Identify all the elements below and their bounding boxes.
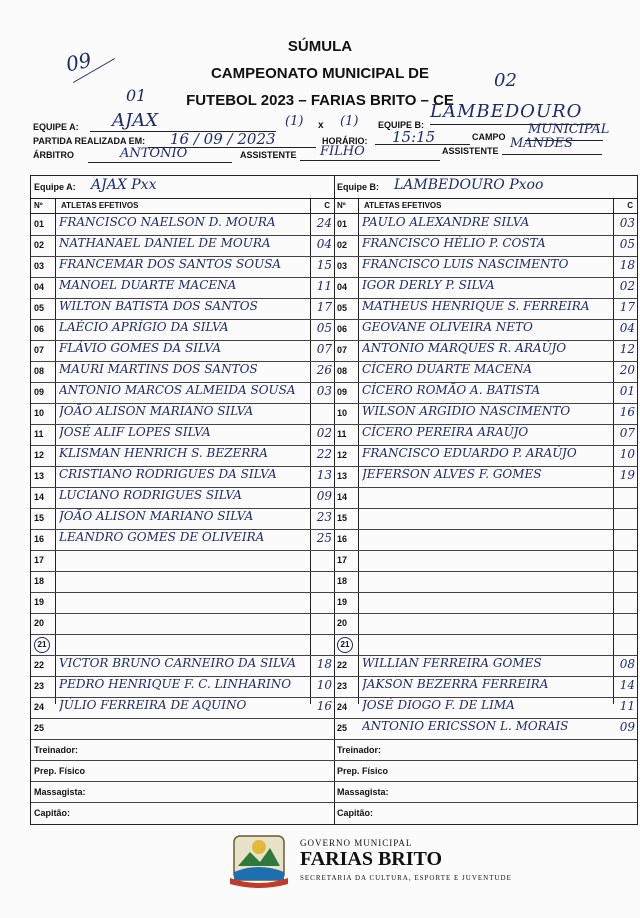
team-a-player-row [31, 508, 334, 530]
col-c-header: C [627, 201, 633, 210]
team-b-player-row [334, 340, 637, 362]
player-name: GEOVANE OLIVEIRA NETO [362, 320, 533, 334]
player-name: LAÉCIO APRÍGIO DA SILVA [59, 320, 229, 334]
player-number: 10 [34, 408, 45, 418]
player-number: 20 [34, 618, 45, 628]
team-a-player-row [31, 571, 334, 593]
shirt-number: 09 [316, 489, 332, 503]
assistant-1-label: ASSISTENTE [240, 150, 297, 160]
player-number: 22 [337, 660, 348, 670]
team-b-value: LAMBEDOURO [430, 101, 583, 122]
player-number: 03 [337, 261, 348, 271]
team-a-player-row [31, 487, 334, 509]
player-name: FRANCISCO EDUARDO P. ARAÚJO [362, 446, 577, 460]
team-a-player-row [31, 235, 334, 257]
player-number: 11 [34, 429, 44, 439]
players-table [30, 175, 638, 825]
team-a-staff-row [31, 760, 334, 782]
staff-label: Massagista: [34, 787, 86, 797]
team-a-player-row [31, 655, 334, 677]
field-value: MUNICIPAL [528, 122, 610, 137]
championship-line-2: FUTEBOL 2023 – FARIAS BRITO – CE [186, 92, 454, 109]
player-number: 24 [337, 702, 348, 712]
player-number: 19 [337, 597, 348, 607]
shirt-number: 25 [316, 531, 332, 545]
player-number: 09 [337, 387, 348, 397]
team-a-staff-row [31, 781, 334, 803]
player-name: FRANCEMAR DOS SANTOS SOUSA [59, 257, 282, 271]
team-a-header-value: AJAX Pxx [91, 177, 157, 193]
referee-line [88, 162, 232, 163]
gov-line: GOVERNO MUNICIPAL [300, 838, 413, 848]
team-a-player-row [31, 676, 334, 698]
player-name: CÍCERO DUARTE MACENA [362, 362, 533, 376]
team-b-player-row [334, 613, 637, 635]
col-players-header: ATLETAS EFETIVOS [364, 201, 442, 210]
circled-number: 21 [34, 637, 50, 653]
shirt-number: 16 [316, 699, 332, 713]
col-number-header: Nº [337, 201, 346, 210]
date-value: 16 / 09 / 2023 [170, 130, 276, 148]
team-b-player-row [334, 487, 637, 509]
player-name: JOSÉ ALIF LOPES SILVA [59, 425, 211, 439]
team-a-player-row [31, 634, 334, 656]
team-b-player-row [334, 214, 637, 236]
team-a-label: EQUIPE A: [33, 122, 79, 132]
team-a-player-row [31, 718, 334, 740]
team-b-player-row [334, 445, 637, 467]
shirt-number: 22 [316, 447, 332, 461]
shirt-number: 04 [316, 237, 332, 251]
dept-line: SECRETARIA DA CULTURA, ESPORTE E JUVENTUDE [300, 874, 512, 882]
team-b-player-row [334, 424, 637, 446]
shirt-number: 03 [316, 384, 332, 398]
player-number: 14 [34, 492, 45, 502]
team-a-player-row [31, 361, 334, 383]
team-a-player-row [31, 445, 334, 467]
player-name: PEDRO HENRIQUE F. C. LINHARINO [59, 677, 292, 691]
assistant-2-line [502, 154, 602, 155]
time-value: 15:15 [392, 128, 436, 146]
shirt-number: 16 [619, 405, 635, 419]
player-number: 07 [34, 345, 45, 355]
game-number: 09 [63, 47, 94, 77]
shirt-number: 13 [316, 468, 332, 482]
assistant-2-label: ASSISTENTE [442, 146, 499, 156]
player-name: PAULO ALEXANDRE SILVA [362, 215, 530, 229]
shirt-number: 02 [316, 426, 332, 440]
team-a-player-row [31, 319, 334, 341]
shirt-number: 09 [619, 720, 635, 734]
shirt-number: 18 [316, 657, 332, 671]
shirt-number: 10 [316, 678, 332, 692]
score-a: (1) [285, 114, 304, 129]
right-number: 02 [494, 70, 517, 91]
team-a-column-headers [31, 198, 334, 214]
player-name: KLISMAN HENRICH S. BEZERRA [59, 446, 268, 460]
player-number: 02 [337, 240, 348, 250]
player-name: ANTONIO MARQUES R. ARAÚJO [362, 341, 567, 355]
player-number: 06 [337, 324, 348, 334]
player-name: LUCIANO RODRIGUES SILVA [59, 488, 242, 502]
shirt-number: 01 [619, 384, 635, 398]
player-number: 22 [34, 660, 45, 670]
team-b-player-row [334, 298, 637, 320]
team-b-player-row [334, 361, 637, 383]
player-name: CRISTIANO RODRIGUES DA SILVA [59, 467, 277, 481]
team-b-staff-row [334, 739, 637, 761]
team-a-value: AJAX [112, 110, 159, 131]
player-number: 16 [34, 534, 45, 544]
player-name: JOSÉ DIOGO F. DE LIMA [362, 698, 515, 712]
player-number: 12 [337, 450, 348, 460]
shirt-number: 11 [316, 279, 332, 293]
game-number-sub: 01 [126, 86, 147, 105]
player-number: 23 [337, 681, 348, 691]
player-name: FRANCISCO NAELSON D. MOURA [59, 215, 276, 229]
shirt-number: 19 [619, 468, 635, 482]
col-players-header: ATLETAS EFETIVOS [61, 201, 139, 210]
player-number: 19 [34, 597, 45, 607]
team-a-player-row [31, 256, 334, 278]
team-b-player-row [334, 466, 637, 488]
team-a-player-row [31, 298, 334, 320]
player-number: 01 [337, 219, 348, 229]
player-number: 08 [337, 366, 348, 376]
player-number: 04 [337, 282, 348, 292]
player-number: 02 [34, 240, 45, 250]
player-name: ANTONIO MARCOS ALMEIDA SOUSA [59, 383, 296, 397]
shirt-number: 08 [619, 657, 635, 671]
shirt-number: 07 [316, 342, 332, 356]
team-a-column [31, 176, 335, 824]
player-number: 11 [337, 429, 347, 439]
shirt-number: 24 [316, 216, 332, 230]
player-name: WILTON BATISTA DOS SANTOS [59, 299, 258, 313]
city-name: FARIAS BRITO [300, 848, 443, 870]
staff-label: Prep. Físico [34, 766, 86, 776]
shirt-number: 23 [316, 510, 332, 524]
time-line [375, 144, 470, 145]
team-b-player-row [334, 571, 637, 593]
team-b-player-row [334, 697, 637, 719]
shirt-number: 05 [619, 237, 635, 251]
player-number: 16 [337, 534, 348, 544]
player-number: 18 [337, 576, 348, 586]
document-title: SÚMULA [287, 38, 353, 55]
shirt-number: 03 [619, 216, 635, 230]
team-b-player-row [334, 592, 637, 614]
team-b-player-row [334, 256, 637, 278]
team-b-column [334, 176, 637, 824]
player-number: 17 [34, 555, 45, 565]
player-number: 15 [34, 513, 45, 523]
score-b: (1) [340, 114, 359, 129]
team-b-player-row [334, 634, 637, 656]
team-a-player-row [31, 466, 334, 488]
player-number: 04 [34, 282, 45, 292]
shirt-number: 02 [619, 279, 635, 293]
player-name: VICTOR BRUNO CARNEIRO DA SILVA [59, 656, 297, 670]
shirt-number: 14 [619, 678, 635, 692]
team-b-header-label: Equipe B: [337, 182, 379, 192]
staff-label: Capitão: [337, 808, 373, 818]
shirt-number: 17 [316, 300, 332, 314]
player-number: 05 [337, 303, 348, 313]
player-name: MATHEUS HENRIQUE S. FERREIRA [362, 299, 590, 313]
team-b-player-row [334, 403, 637, 425]
shirt-number: 10 [619, 447, 635, 461]
team-a-header [31, 176, 334, 199]
player-name: JOÃO ALISON MARIANO SILVA [59, 509, 254, 523]
assistant-2-value: MANDES [510, 136, 573, 151]
staff-label: Treinador: [337, 745, 382, 755]
team-a-player-row [31, 340, 334, 362]
team-a-staff-row [31, 739, 334, 761]
team-a-player-row [31, 592, 334, 614]
player-number: 25 [34, 723, 45, 733]
team-b-player-row [334, 529, 637, 551]
shirt-number: 07 [619, 426, 635, 440]
team-b-header-value: LAMBEDOURO Pxoo [394, 177, 544, 193]
player-number: 15 [337, 513, 348, 523]
player-number [337, 639, 353, 653]
shirt-number: 11 [619, 699, 635, 713]
player-number: 24 [34, 702, 45, 712]
player-number: 17 [337, 555, 348, 565]
player-name: JEFERSON ALVES F. GOMES [362, 467, 542, 481]
team-a-player-row [31, 424, 334, 446]
player-number: 13 [34, 471, 45, 481]
team-a-header-label: Equipe A: [34, 182, 76, 192]
team-a-player-row [31, 403, 334, 425]
team-b-player-row [334, 382, 637, 404]
team-a-player-row [31, 277, 334, 299]
team-a-staff-row [31, 802, 334, 824]
player-name: FRANCISCO LUIS NASCIMENTO [362, 257, 569, 271]
assistant-1-line [300, 160, 440, 161]
team-b-staff-row [334, 760, 637, 782]
player-number: 18 [34, 576, 45, 586]
player-number: 10 [337, 408, 348, 418]
player-number: 06 [34, 324, 45, 334]
player-name: NATHANAEL DANIEL DE MOURA [59, 236, 271, 250]
team-b-player-row [334, 550, 637, 572]
shirt-number: 18 [619, 258, 635, 272]
assistant-1-value: FILHO [320, 144, 365, 159]
player-number: 01 [34, 219, 45, 229]
team-b-player-row [334, 718, 637, 740]
shirt-number: 04 [619, 321, 635, 335]
player-name: IGOR DERLY P. SILVA [362, 278, 495, 292]
player-number: 20 [337, 618, 348, 628]
team-b-player-row [334, 235, 637, 257]
team-b-header [334, 176, 637, 199]
referee-label: ÁRBITRO [33, 150, 74, 160]
player-name: CÍCERO ROMÃO A. BATISTA [362, 383, 541, 397]
player-name: FRANCISCO HÉLIO P. COSTA [362, 236, 546, 250]
shirt-number: 20 [619, 363, 635, 377]
col-number-header: Nº [34, 201, 43, 210]
player-name: WILLIAN FERREIRA GOMES [362, 656, 542, 670]
player-name: JAKSON BEZERRA FERREIRA [362, 677, 549, 691]
player-name: JÚLIO FERREIRA DE AQUINO [59, 698, 247, 712]
player-name: ANTONIO ERICSSON L. MORAIS [362, 719, 569, 733]
team-a-player-row [31, 550, 334, 572]
referee-value: ANTONIO [120, 146, 188, 161]
team-a-player-row [31, 214, 334, 236]
player-number: 09 [34, 387, 45, 397]
player-number: 12 [34, 450, 45, 460]
player-number: 08 [34, 366, 45, 376]
team-b-player-row [334, 277, 637, 299]
date-label: PARTIDA REALIZADA EM: [33, 136, 146, 146]
player-name: MANOEL DUARTE MACENA [59, 278, 237, 292]
staff-label: Massagista: [337, 787, 389, 797]
team-b-player-row [334, 508, 637, 530]
versus: x [318, 120, 324, 131]
team-a-player-row [31, 529, 334, 551]
team-b-player-row [334, 655, 637, 677]
staff-label: Treinador: [34, 745, 79, 755]
team-b-player-row [334, 676, 637, 698]
staff-label: Prep. Físico [337, 766, 389, 776]
municipal-logo [228, 832, 290, 888]
team-a-player-row [31, 382, 334, 404]
shirt-number: 05 [316, 321, 332, 335]
shirt-number: 12 [619, 342, 635, 356]
player-number: 25 [337, 723, 348, 733]
team-a-player-row [31, 697, 334, 719]
shirt-number: 15 [316, 258, 332, 272]
player-name: CÍCERO PEREIRA ARAÚJO [362, 425, 529, 439]
team-b-label: EQUIPE B: [378, 120, 425, 130]
team-b-player-row [334, 319, 637, 341]
player-number: 07 [337, 345, 348, 355]
player-name: FLÁVIO GOMES DA SILVA [59, 341, 222, 355]
player-number: 23 [34, 681, 45, 691]
player-number: 03 [34, 261, 45, 271]
player-name: WILSON ARGIDIO NASCIMENTO [362, 404, 571, 418]
championship-line: CAMPEONATO MUNICIPAL DE [210, 65, 430, 82]
player-name: JOÃO ALISON MARIANO SILVA [59, 404, 254, 418]
time-label: HORÁRIO: [322, 136, 368, 146]
shirt-number: 17 [619, 300, 635, 314]
player-number: 05 [34, 303, 45, 313]
col-c-header: C [324, 201, 330, 210]
player-number [34, 639, 50, 653]
staff-label: Capitão: [34, 808, 70, 818]
player-name: LEANDRO GOMES DE OLIVEIRA [59, 530, 265, 544]
player-number: 14 [337, 492, 348, 502]
field-label: CAMPO [472, 132, 506, 142]
team-b-staff-row [334, 781, 637, 803]
circled-number: 21 [337, 637, 353, 653]
team-b-staff-row [334, 802, 637, 824]
player-number: 13 [337, 471, 348, 481]
player-name: MAURI MARTINS DOS SANTOS [59, 362, 258, 376]
team-b-column-headers [334, 198, 637, 214]
team-a-player-row [31, 613, 334, 635]
shirt-number: 26 [316, 363, 332, 377]
